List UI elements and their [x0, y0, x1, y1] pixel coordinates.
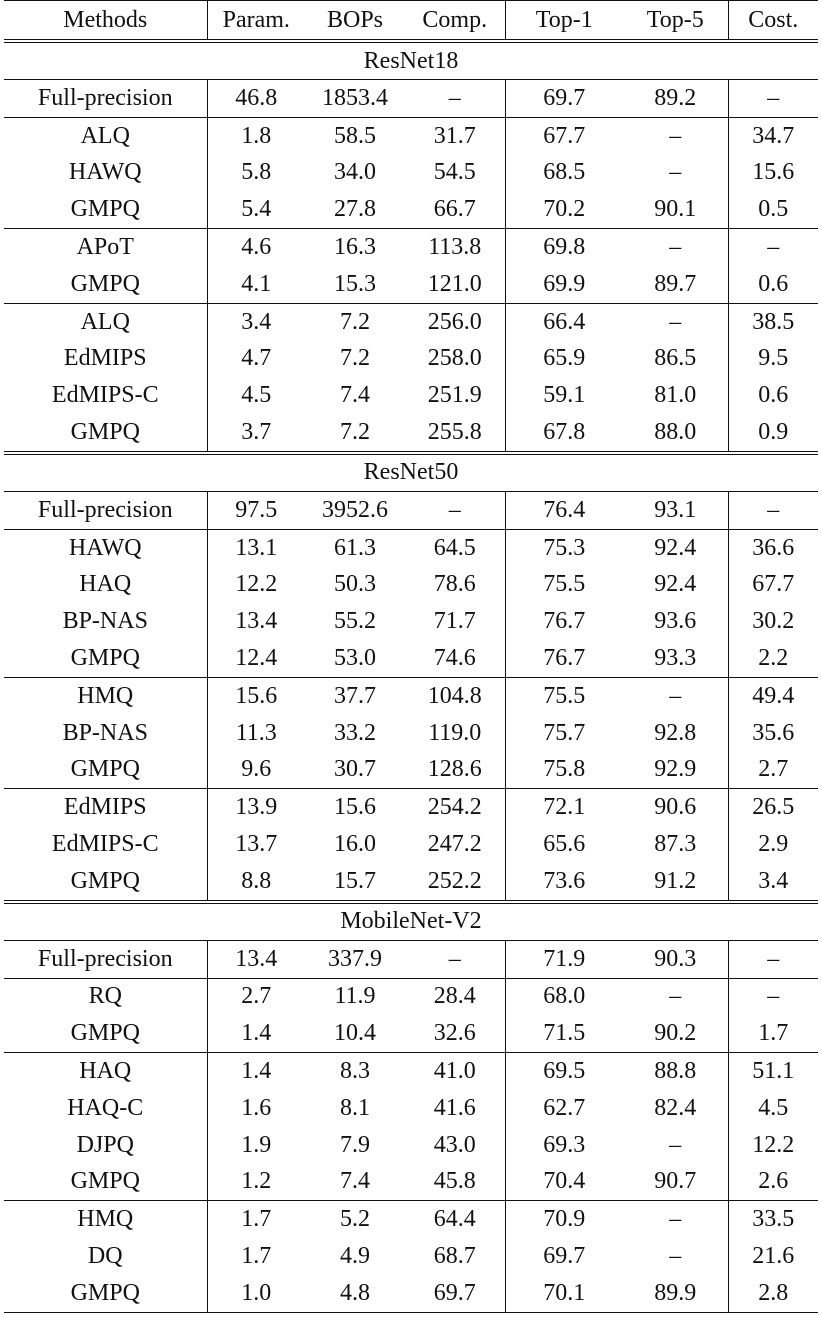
- cell-method: HAQ: [79, 571, 132, 598]
- cell-bops: 15.3: [334, 270, 376, 297]
- cell-param: 4.1: [207, 266, 305, 303]
- section-title: ResNet50: [4, 453, 818, 492]
- table-row: [4, 491, 818, 529]
- cell-cost: 36.6: [728, 529, 818, 566]
- table-row: [4, 1015, 818, 1052]
- cell-top1: 68.5: [505, 155, 623, 192]
- table-row: [4, 1164, 818, 1201]
- cell-top5: 92.4: [623, 529, 728, 566]
- cell-bops: 16.3: [305, 229, 405, 266]
- cell-method: HMQ: [4, 1201, 207, 1238]
- cell-cost: 34.7: [728, 117, 818, 154]
- cell-bops: 55.2: [334, 608, 376, 635]
- cell-top5: –: [623, 978, 728, 1015]
- cell-method: GMPQ: [4, 1275, 207, 1312]
- cell-top1: 69.5: [505, 1053, 623, 1090]
- table-row: [4, 529, 818, 566]
- table-row: [4, 80, 818, 118]
- cell-top1: 69.7: [505, 80, 623, 118]
- table-row: [4, 1275, 818, 1312]
- cell-top1: 68.0: [505, 978, 623, 1015]
- cell-cost: 33.5: [728, 1201, 818, 1238]
- cell-top1: 72.1: [505, 789, 623, 826]
- cell-bops: 7.2: [305, 303, 405, 340]
- header-param: Param.: [207, 1, 305, 42]
- cell-param: 15.6: [207, 677, 305, 714]
- cell-bops: 33.2: [334, 719, 376, 746]
- cell-param: 3.4: [207, 303, 305, 340]
- cell-top1: 65.6: [505, 826, 623, 863]
- cell-bops: 16.0: [334, 831, 376, 858]
- cell-param: 12.2: [207, 567, 305, 604]
- cell-method: GMPQ: [70, 867, 140, 894]
- cell-bops: 4.8: [305, 1275, 405, 1312]
- cell-bops: 50.3: [334, 571, 376, 598]
- cell-bops: 7.4: [340, 1168, 370, 1195]
- cell-top1: 75.5: [505, 677, 623, 714]
- cell-param: 4.5: [207, 377, 305, 414]
- cell-top1: 69.3: [505, 1127, 623, 1164]
- cell-top5: 93.6: [654, 608, 697, 635]
- cell-param: 11.3: [207, 715, 305, 752]
- table-row: [4, 303, 818, 340]
- cell-top5: 92.4: [654, 571, 697, 598]
- table-row: [4, 715, 818, 752]
- cell-param: 5.4: [207, 191, 305, 228]
- cell-bops: 7.9: [340, 1131, 370, 1158]
- cell-bops: 7.4: [340, 382, 370, 409]
- cell-comp: 41.6: [433, 1094, 476, 1121]
- header-bops: BOPs: [305, 1, 405, 42]
- cell-top1: 67.8: [505, 414, 623, 453]
- table-row: [4, 414, 818, 453]
- cell-method: GMPQ: [70, 1168, 140, 1195]
- cell-param: 1.0: [207, 1275, 305, 1312]
- cell-method: HMQ: [4, 677, 207, 714]
- cell-top5: –: [623, 677, 728, 714]
- cell-cost: –: [728, 940, 818, 978]
- cell-top1: 69.7: [505, 1238, 623, 1275]
- table-row: [4, 863, 818, 902]
- cell-top1: 67.7: [505, 117, 623, 154]
- cell-bops: 30.7: [334, 756, 376, 783]
- cell-top1: 75.3: [505, 529, 623, 566]
- cell-cost: 0.6: [728, 377, 818, 414]
- cell-method: HAQ-C: [67, 1094, 144, 1121]
- header-row: [4, 1, 818, 42]
- table-row: [4, 266, 818, 303]
- cell-cost: –: [728, 80, 818, 118]
- cell-top1: 69.9: [505, 266, 623, 303]
- cell-top1: 70.1: [505, 1275, 623, 1312]
- cell-top1: 66.4: [505, 303, 623, 340]
- cell-comp: –: [405, 491, 505, 529]
- header-top5: Top-5: [623, 1, 728, 42]
- cell-method: APoT: [4, 229, 207, 266]
- cell-comp: 252.2: [427, 867, 482, 894]
- cell-param: 13.4: [207, 603, 305, 640]
- cell-top5: 89.2: [623, 80, 728, 118]
- cell-method: ALQ: [4, 117, 207, 154]
- cell-bops: 34.0: [334, 159, 376, 186]
- table-row: [4, 191, 818, 228]
- cell-comp: 254.2: [405, 789, 505, 826]
- cell-comp: 43.0: [433, 1131, 476, 1158]
- cell-method: HAQ: [4, 1053, 207, 1090]
- cell-top5: –: [669, 159, 682, 186]
- cell-comp: 121.0: [427, 270, 482, 297]
- cell-comp: 45.8: [433, 1168, 476, 1195]
- cell-top1: 62.7: [505, 1090, 623, 1127]
- header-top1: Top-1: [505, 1, 623, 42]
- cell-param: 13.7: [207, 826, 305, 863]
- cell-top5: 90.3: [623, 940, 728, 978]
- cell-comp: 256.0: [405, 303, 505, 340]
- table-row: [4, 155, 818, 192]
- table-row: [4, 377, 818, 414]
- results-table: [4, 0, 818, 1313]
- section-title: ResNet18: [4, 41, 818, 80]
- cell-comp: 28.4: [405, 978, 505, 1015]
- cell-method: GMPQ: [70, 419, 140, 446]
- table-row: [4, 1090, 818, 1127]
- cell-cost: 2.7: [728, 752, 818, 789]
- cell-cost: 1.7: [728, 1015, 818, 1052]
- header-methods: Methods: [4, 1, 207, 42]
- cell-cost: 9.5: [728, 341, 818, 378]
- table-row: [4, 940, 818, 978]
- cell-top5: –: [669, 1243, 682, 1269]
- cell-top5: –: [623, 1201, 728, 1238]
- cell-top1: 70.2: [505, 191, 623, 228]
- table-row: [4, 789, 818, 826]
- cell-param: 4.6: [207, 229, 305, 266]
- cell-comp: 258.0: [427, 345, 482, 372]
- cell-bops: 5.2: [305, 1201, 405, 1238]
- cell-param: 4.7: [207, 341, 305, 378]
- cell-comp: 74.6: [433, 645, 476, 672]
- cell-cost: –: [728, 229, 818, 266]
- cell-top5: 90.2: [654, 1020, 697, 1047]
- cell-param: 13.4: [207, 940, 305, 978]
- cell-top5: –: [623, 303, 728, 340]
- cell-method: BP-NAS: [62, 608, 148, 635]
- cell-method: GMPQ: [70, 1020, 140, 1047]
- cell-cost: 26.5: [728, 789, 818, 826]
- cell-method: HAWQ: [4, 529, 207, 566]
- table-row: [4, 117, 818, 154]
- cell-param: 1.6: [207, 1090, 305, 1127]
- cell-bops: 337.9: [305, 940, 405, 978]
- cell-top1: 76.4: [505, 491, 623, 529]
- cell-bops: 11.9: [305, 978, 405, 1015]
- cell-param: 1.4: [207, 1015, 305, 1052]
- cell-param: 13.1: [207, 529, 305, 566]
- table-row: [4, 978, 818, 1015]
- section-title-row: [4, 902, 818, 941]
- cell-top1: 59.1: [505, 377, 623, 414]
- cell-comp: 78.6: [433, 571, 476, 598]
- cell-top5: 88.0: [654, 419, 697, 446]
- cell-bops: 37.7: [305, 677, 405, 714]
- cell-cost: 2.8: [728, 1275, 818, 1312]
- cell-comp: 251.9: [427, 382, 482, 409]
- table-row: [4, 1053, 818, 1090]
- table-row: [4, 567, 818, 604]
- cell-bops: 4.9: [340, 1243, 370, 1269]
- cell-bops: 53.0: [334, 645, 376, 672]
- cell-comp: 113.8: [405, 229, 505, 266]
- cell-param: 1.9: [207, 1127, 305, 1164]
- table-row: [4, 640, 818, 677]
- cell-cost: 0.6: [728, 266, 818, 303]
- cell-comp: 69.7: [405, 1275, 505, 1312]
- cell-cost: –: [728, 491, 818, 529]
- cell-cost: 2.9: [728, 826, 818, 863]
- cell-top1: 70.4: [505, 1164, 623, 1201]
- cell-top1: 71.9: [505, 940, 623, 978]
- cell-param: 1.7: [207, 1238, 305, 1275]
- cell-comp: 128.6: [427, 756, 482, 783]
- header-cost: Cost.: [728, 1, 818, 42]
- cell-cost: 30.2: [728, 603, 818, 640]
- cell-method: ALQ: [4, 303, 207, 340]
- cell-method: DJPQ: [76, 1131, 134, 1158]
- cell-cost: 0.5: [728, 191, 818, 228]
- cell-comp: 71.7: [433, 608, 476, 635]
- cell-bops: 10.4: [334, 1020, 376, 1047]
- cell-bops: 7.2: [340, 419, 370, 446]
- cell-method: Full-precision: [4, 80, 207, 118]
- cell-param: 1.4: [207, 1053, 305, 1090]
- cell-method: GMPQ: [70, 756, 140, 783]
- cell-bops: 3952.6: [305, 491, 405, 529]
- cell-top1: 71.5: [505, 1015, 623, 1052]
- cell-method: Full-precision: [4, 940, 207, 978]
- cell-method: EdMIPS: [63, 345, 147, 372]
- cell-comp: 66.7: [433, 196, 476, 223]
- cell-top5: 90.1: [654, 196, 697, 223]
- cell-top1: 75.8: [505, 752, 623, 789]
- cell-top5: 92.8: [654, 719, 697, 746]
- cell-cost: 51.1: [728, 1053, 818, 1090]
- table-row: [4, 752, 818, 789]
- cell-bops: 58.5: [305, 117, 405, 154]
- cell-method: Full-precision: [4, 491, 207, 529]
- section-title-row: [4, 453, 818, 492]
- cell-top1: 76.7: [505, 640, 623, 677]
- cell-comp: 255.8: [427, 419, 482, 446]
- cell-comp: –: [405, 80, 505, 118]
- cell-comp: 64.4: [405, 1201, 505, 1238]
- cell-bops: 8.1: [340, 1094, 370, 1121]
- cell-top1: 65.9: [505, 341, 623, 378]
- cell-param: 9.6: [207, 752, 305, 789]
- cell-param: 8.8: [207, 863, 305, 902]
- section-title: MobileNet-V2: [4, 902, 818, 941]
- cell-top5: 88.8: [623, 1053, 728, 1090]
- cell-comp: 32.6: [433, 1020, 476, 1047]
- cell-bops: 15.6: [305, 789, 405, 826]
- cell-cost: 12.2: [728, 1127, 818, 1164]
- table-row: [4, 677, 818, 714]
- cell-top5: –: [623, 229, 728, 266]
- cell-param: 1.8: [207, 117, 305, 154]
- cell-bops: 7.2: [340, 345, 370, 372]
- cell-param: 97.5: [207, 491, 305, 529]
- cell-method: GMPQ: [70, 270, 140, 297]
- cell-cost: 15.6: [728, 155, 818, 192]
- cell-cost: 35.6: [728, 715, 818, 752]
- table-row: [4, 826, 818, 863]
- table-row: [4, 603, 818, 640]
- cell-cost: 49.4: [728, 677, 818, 714]
- cell-comp: 68.7: [433, 1243, 476, 1269]
- cell-param: 3.7: [207, 414, 305, 453]
- cell-method: BP-NAS: [62, 719, 148, 746]
- cell-param: 12.4: [207, 640, 305, 677]
- cell-cost: 4.5: [728, 1090, 818, 1127]
- cell-cost: 2.2: [728, 640, 818, 677]
- cell-method: DQ: [87, 1243, 123, 1269]
- cell-top5: 93.3: [654, 645, 697, 672]
- cell-top1: 75.5: [505, 567, 623, 604]
- cell-cost: 2.6: [728, 1164, 818, 1201]
- section-title-row: [4, 41, 818, 80]
- cell-param: 46.8: [207, 80, 305, 118]
- table-row: [4, 1238, 818, 1275]
- cell-comp: 31.7: [405, 117, 505, 154]
- cell-comp: 64.5: [405, 529, 505, 566]
- cell-bops: 1853.4: [305, 80, 405, 118]
- cell-param: 5.8: [207, 155, 305, 192]
- cell-comp: 104.8: [405, 677, 505, 714]
- cell-top1: 76.7: [505, 603, 623, 640]
- cell-param: 1.2: [207, 1164, 305, 1201]
- table-row: [4, 1201, 818, 1238]
- cell-top5: –: [669, 1131, 682, 1158]
- cell-top5: 86.5: [654, 345, 697, 372]
- cell-bops: 8.3: [305, 1053, 405, 1090]
- cell-comp: 54.5: [433, 159, 476, 186]
- cell-cost: 21.6: [728, 1238, 818, 1275]
- cell-top1: 73.6: [505, 863, 623, 902]
- cell-cost: 67.7: [728, 567, 818, 604]
- cell-param: 13.9: [207, 789, 305, 826]
- cell-method: GMPQ: [70, 645, 140, 672]
- cell-comp: 41.0: [405, 1053, 505, 1090]
- cell-method: RQ: [4, 978, 207, 1015]
- header-comp: Comp.: [405, 1, 505, 42]
- cell-method: EdMIPS-C: [51, 382, 159, 409]
- cell-top5: 81.0: [654, 382, 697, 409]
- cell-top5: 89.7: [654, 270, 697, 297]
- cell-top5: 89.9: [623, 1275, 728, 1312]
- cell-comp: 119.0: [428, 719, 482, 746]
- cell-param: 2.7: [207, 978, 305, 1015]
- cell-param: 1.7: [207, 1201, 305, 1238]
- cell-top1: 75.7: [505, 715, 623, 752]
- cell-top5: 87.3: [654, 831, 697, 858]
- cell-top5: 82.4: [654, 1094, 697, 1121]
- table-row: [4, 341, 818, 378]
- cell-comp: –: [405, 940, 505, 978]
- cell-top5: 90.6: [623, 789, 728, 826]
- cell-cost: 0.9: [728, 414, 818, 453]
- cell-method: HAWQ: [68, 159, 142, 186]
- cell-bops: 61.3: [305, 529, 405, 566]
- cell-method: EdMIPS-C: [51, 831, 159, 858]
- cell-top5: 91.2: [654, 867, 697, 894]
- cell-top5: 93.1: [623, 491, 728, 529]
- cell-cost: 38.5: [728, 303, 818, 340]
- cell-top1: 69.8: [505, 229, 623, 266]
- cell-comp: 247.2: [427, 831, 482, 858]
- cell-cost: –: [728, 978, 818, 1015]
- cell-cost: 3.4: [728, 863, 818, 902]
- cell-top5: 90.7: [654, 1168, 697, 1195]
- cell-top1: 70.9: [505, 1201, 623, 1238]
- table-body: [4, 41, 818, 1312]
- cell-bops: 27.8: [334, 196, 376, 223]
- cell-method: EdMIPS: [4, 789, 207, 826]
- table-row: [4, 229, 818, 266]
- cell-method: GMPQ: [70, 196, 140, 223]
- cell-top5: 92.9: [654, 756, 697, 783]
- table-row: [4, 1127, 818, 1164]
- cell-bops: 15.7: [334, 867, 376, 894]
- cell-top5: –: [623, 117, 728, 154]
